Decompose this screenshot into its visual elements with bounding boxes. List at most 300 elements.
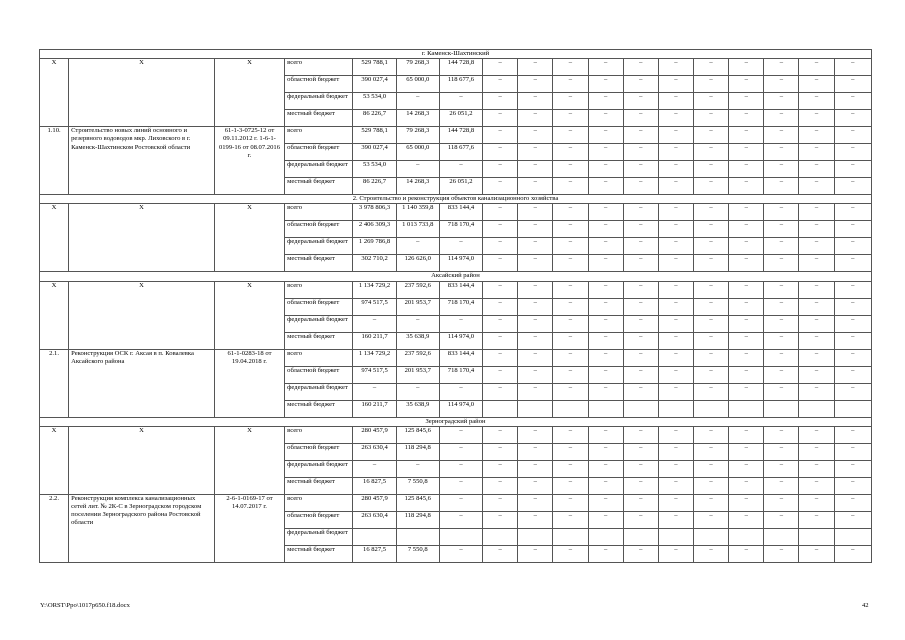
value-cell: –	[764, 204, 799, 221]
value-cell: –	[834, 298, 871, 315]
funding-source: всего	[285, 426, 353, 443]
value-cell: –	[588, 144, 623, 161]
page-number: 42	[862, 602, 869, 609]
value-cell: –	[799, 366, 834, 383]
value-cell: –	[834, 59, 871, 76]
funding-source: федеральный бюджет	[285, 528, 353, 545]
value-year-2: –	[439, 460, 482, 477]
value-cell: –	[553, 144, 588, 161]
value-cell: –	[518, 315, 553, 332]
value-cell: –	[588, 426, 623, 443]
value-cell: –	[694, 477, 729, 494]
value-cell: –	[764, 477, 799, 494]
value-cell: –	[694, 110, 729, 127]
value-total: 263 630,4	[353, 511, 396, 528]
value-cell: –	[623, 178, 658, 195]
value-cell: –	[518, 332, 553, 349]
value-cell: –	[588, 349, 623, 366]
value-cell: –	[729, 315, 764, 332]
value-cell: –	[483, 383, 518, 400]
value-cell: –	[658, 204, 693, 221]
value-cell: –	[729, 494, 764, 511]
value-cell: –	[553, 426, 588, 443]
value-cell: –	[518, 204, 553, 221]
table-row	[40, 281, 872, 298]
value-cell: –	[834, 332, 871, 349]
value-cell: –	[553, 298, 588, 315]
value-year-1: 125 845,6	[396, 494, 439, 511]
value-cell: –	[694, 383, 729, 400]
funding-source: местный бюджет	[285, 332, 353, 349]
value-cell: –	[518, 443, 553, 460]
value-cell: –	[553, 315, 588, 332]
table-row	[40, 127, 872, 144]
item-document: Х	[214, 426, 284, 494]
value-year-2: 718 170,4	[439, 366, 482, 383]
value-total	[353, 528, 396, 545]
value-cell: –	[799, 144, 834, 161]
value-cell: –	[553, 93, 588, 110]
value-cell	[764, 400, 799, 417]
value-cell: –	[553, 127, 588, 144]
section-header-row	[40, 50, 872, 59]
item-document: 2-6-1-0169-17 от 14.07.2017 г.	[214, 494, 284, 562]
value-year-1: –	[396, 93, 439, 110]
value-cell: –	[834, 110, 871, 127]
item-document: Х	[214, 204, 284, 272]
value-cell: –	[694, 315, 729, 332]
value-cell: –	[764, 494, 799, 511]
value-cell: –	[588, 59, 623, 76]
item-document: Х	[214, 59, 284, 127]
funding-source: местный бюджет	[285, 255, 353, 272]
value-cell: –	[799, 426, 834, 443]
value-year-2: 833 144,4	[439, 349, 482, 366]
value-cell: –	[483, 255, 518, 272]
value-cell: –	[588, 281, 623, 298]
value-year-1: 118 294,8	[396, 511, 439, 528]
value-total: 529 788,1	[353, 127, 396, 144]
value-cell: –	[729, 349, 764, 366]
value-year-1: 1 140 359,8	[396, 204, 439, 221]
value-cell	[834, 400, 871, 417]
value-cell: –	[623, 238, 658, 255]
value-cell: –	[518, 383, 553, 400]
value-cell: –	[729, 460, 764, 477]
value-cell: –	[834, 281, 871, 298]
value-cell: –	[799, 255, 834, 272]
value-cell: –	[799, 443, 834, 460]
value-cell: –	[623, 460, 658, 477]
section-header-row	[40, 195, 872, 204]
value-cell: –	[694, 238, 729, 255]
value-cell: –	[623, 315, 658, 332]
value-cell: –	[588, 383, 623, 400]
value-total: 1 134 729,2	[353, 281, 396, 298]
item-name: Строительство новых линий основного и резервного водоводов мкр. Лиховского в г. Каменск-Шахтинском Ростовской области	[69, 127, 215, 195]
value-cell: –	[553, 545, 588, 562]
funding-source: местный бюджет	[285, 400, 353, 417]
value-cell: –	[658, 332, 693, 349]
value-cell: –	[483, 238, 518, 255]
value-cell: –	[764, 349, 799, 366]
value-cell: –	[623, 59, 658, 76]
value-year-1: 79 268,3	[396, 59, 439, 76]
value-cell: –	[799, 238, 834, 255]
value-cell: –	[483, 477, 518, 494]
value-cell: –	[518, 127, 553, 144]
table-row	[40, 59, 872, 76]
funding-source: федеральный бюджет	[285, 460, 353, 477]
value-cell: –	[764, 110, 799, 127]
value-year-1: 35 638,9	[396, 400, 439, 417]
table-row	[40, 494, 872, 511]
value-cell: –	[799, 178, 834, 195]
value-year-1: –	[396, 383, 439, 400]
value-year-2: 144 728,8	[439, 127, 482, 144]
value-cell: –	[553, 511, 588, 528]
table-row	[40, 426, 872, 443]
value-cell: –	[518, 93, 553, 110]
value-cell: –	[518, 161, 553, 178]
value-cell: –	[764, 144, 799, 161]
value-cell: –	[658, 349, 693, 366]
value-cell: –	[729, 127, 764, 144]
value-cell: –	[518, 298, 553, 315]
value-cell: –	[658, 161, 693, 178]
value-cell: –	[553, 477, 588, 494]
value-cell: –	[588, 545, 623, 562]
value-cell: –	[518, 426, 553, 443]
value-cell: –	[764, 238, 799, 255]
value-year-1: 237 592,6	[396, 349, 439, 366]
value-cell: –	[729, 545, 764, 562]
value-year-2: –	[439, 161, 482, 178]
value-cell: –	[518, 110, 553, 127]
funding-source: всего	[285, 59, 353, 76]
value-cell: –	[764, 59, 799, 76]
value-cell: –	[799, 349, 834, 366]
value-cell: –	[729, 59, 764, 76]
value-cell: –	[729, 76, 764, 93]
value-year-2: –	[439, 494, 482, 511]
value-year-2: 114 974,0	[439, 332, 482, 349]
budget-table	[39, 49, 872, 563]
value-cell: –	[764, 460, 799, 477]
item-number: Х	[40, 59, 69, 127]
funding-source: всего	[285, 494, 353, 511]
value-cell: –	[694, 204, 729, 221]
value-cell: –	[623, 366, 658, 383]
value-year-1: 14 268,3	[396, 110, 439, 127]
value-cell: –	[834, 204, 871, 221]
value-cell: –	[553, 76, 588, 93]
value-cell	[729, 528, 764, 545]
value-total: 280 457,9	[353, 426, 396, 443]
value-cell: –	[729, 477, 764, 494]
value-cell: –	[518, 366, 553, 383]
value-cell: –	[553, 178, 588, 195]
value-cell: –	[694, 460, 729, 477]
value-total: 160 211,7	[353, 332, 396, 349]
value-cell: –	[553, 460, 588, 477]
value-cell: –	[518, 255, 553, 272]
value-year-1	[396, 528, 439, 545]
value-year-2: –	[439, 315, 482, 332]
value-cell: –	[764, 93, 799, 110]
value-cell: –	[623, 221, 658, 238]
value-total: 390 027,4	[353, 144, 396, 161]
value-cell: –	[658, 110, 693, 127]
value-cell: –	[658, 298, 693, 315]
value-cell	[623, 528, 658, 545]
value-cell: –	[483, 349, 518, 366]
value-cell: –	[588, 178, 623, 195]
value-cell: –	[483, 59, 518, 76]
value-year-2: –	[439, 426, 482, 443]
value-cell: –	[834, 144, 871, 161]
value-cell: –	[588, 76, 623, 93]
value-cell: –	[518, 144, 553, 161]
funding-source: областной бюджет	[285, 511, 353, 528]
value-cell: –	[834, 366, 871, 383]
funding-source: всего	[285, 204, 353, 221]
value-cell: –	[729, 255, 764, 272]
item-name: Х	[69, 59, 215, 127]
value-cell: –	[799, 204, 834, 221]
value-cell: –	[799, 545, 834, 562]
funding-source: федеральный бюджет	[285, 238, 353, 255]
section-title: г. Каменск-Шахтинский	[40, 50, 872, 59]
value-cell: –	[553, 494, 588, 511]
value-cell: –	[729, 221, 764, 238]
value-cell: –	[623, 204, 658, 221]
value-cell: –	[799, 511, 834, 528]
value-cell: –	[799, 477, 834, 494]
value-cell: –	[729, 383, 764, 400]
value-total: 529 788,1	[353, 59, 396, 76]
item-number: Х	[40, 426, 69, 494]
item-number: Х	[40, 281, 69, 349]
item-number: 2.1.	[40, 349, 69, 417]
value-cell: –	[658, 178, 693, 195]
value-cell: –	[799, 93, 834, 110]
value-total: 53 534,0	[353, 161, 396, 178]
value-cell: –	[483, 281, 518, 298]
value-year-2: –	[439, 238, 482, 255]
value-cell: –	[764, 221, 799, 238]
value-year-2: 118 677,6	[439, 144, 482, 161]
value-cell: –	[694, 511, 729, 528]
value-cell	[658, 528, 693, 545]
value-cell: –	[764, 127, 799, 144]
value-cell: –	[518, 349, 553, 366]
value-cell: –	[483, 460, 518, 477]
funding-source: федеральный бюджет	[285, 383, 353, 400]
value-cell: –	[623, 494, 658, 511]
value-total: 390 027,4	[353, 76, 396, 93]
funding-source: областной бюджет	[285, 144, 353, 161]
value-cell: –	[483, 511, 518, 528]
value-cell: –	[694, 281, 729, 298]
value-cell: –	[518, 76, 553, 93]
value-cell: –	[483, 366, 518, 383]
value-year-1: –	[396, 460, 439, 477]
value-cell: –	[799, 76, 834, 93]
value-cell: –	[729, 281, 764, 298]
value-year-2: 144 728,8	[439, 59, 482, 76]
value-cell: –	[694, 255, 729, 272]
value-cell: –	[588, 494, 623, 511]
value-cell: –	[658, 127, 693, 144]
item-name: Реконструкция комплекса канализационных сетей лит. № 2К-С в Зерноградском городском поселении Зерноградского района Ростовской области	[69, 494, 215, 562]
value-cell: –	[834, 383, 871, 400]
value-cell: –	[588, 332, 623, 349]
value-cell: –	[799, 383, 834, 400]
value-cell: –	[588, 127, 623, 144]
value-cell: –	[729, 298, 764, 315]
value-cell: –	[658, 545, 693, 562]
value-cell: –	[518, 477, 553, 494]
item-name: Реконструкция ОСК г. Аксая в п. Ковалевка Аксайского района	[69, 349, 215, 417]
value-cell: –	[834, 494, 871, 511]
value-cell	[483, 528, 518, 545]
value-total: 974 517,5	[353, 298, 396, 315]
section-header-row	[40, 417, 872, 426]
value-cell: –	[553, 204, 588, 221]
value-cell: –	[694, 443, 729, 460]
value-cell: –	[588, 366, 623, 383]
value-cell: –	[588, 204, 623, 221]
funding-source: всего	[285, 281, 353, 298]
value-cell: –	[658, 76, 693, 93]
value-cell: –	[518, 511, 553, 528]
value-total: 16 827,5	[353, 477, 396, 494]
value-cell: –	[764, 161, 799, 178]
value-year-1: 126 626,0	[396, 255, 439, 272]
value-cell: –	[694, 144, 729, 161]
value-cell	[623, 400, 658, 417]
value-year-2: –	[439, 443, 482, 460]
value-cell: –	[623, 298, 658, 315]
value-cell: –	[553, 59, 588, 76]
value-cell	[799, 400, 834, 417]
value-cell: –	[623, 349, 658, 366]
value-cell: –	[483, 93, 518, 110]
item-name: Х	[69, 281, 215, 349]
value-total: 16 827,5	[353, 545, 396, 562]
value-cell: –	[694, 332, 729, 349]
value-cell: –	[553, 349, 588, 366]
value-cell: –	[729, 161, 764, 178]
value-cell: –	[729, 238, 764, 255]
value-year-1: –	[396, 315, 439, 332]
value-cell	[553, 400, 588, 417]
value-year-1: 79 268,3	[396, 127, 439, 144]
value-cell: –	[483, 332, 518, 349]
value-cell: –	[483, 221, 518, 238]
value-cell: –	[764, 298, 799, 315]
funding-source: местный бюджет	[285, 477, 353, 494]
value-cell: –	[799, 298, 834, 315]
funding-source: местный бюджет	[285, 110, 353, 127]
value-cell: –	[764, 511, 799, 528]
value-cell: –	[553, 281, 588, 298]
funding-source: областной бюджет	[285, 221, 353, 238]
value-cell: –	[694, 366, 729, 383]
value-cell: –	[799, 161, 834, 178]
value-cell	[694, 400, 729, 417]
value-cell: –	[588, 93, 623, 110]
value-cell: –	[553, 383, 588, 400]
value-year-1: –	[396, 238, 439, 255]
funding-source: всего	[285, 349, 353, 366]
value-total: –	[353, 383, 396, 400]
value-total: 86 226,7	[353, 110, 396, 127]
value-cell: –	[729, 443, 764, 460]
value-cell: –	[518, 545, 553, 562]
value-cell: –	[764, 281, 799, 298]
value-cell: –	[834, 238, 871, 255]
value-cell: –	[518, 281, 553, 298]
value-year-2	[439, 528, 482, 545]
value-cell: –	[553, 238, 588, 255]
value-cell: –	[483, 315, 518, 332]
value-cell: –	[834, 255, 871, 272]
value-year-1: 65 000,0	[396, 76, 439, 93]
section-header-row	[40, 272, 872, 281]
footer-file-path: Y:\ORST\Ppo\1017p650.f18.docx	[40, 602, 130, 609]
value-cell: –	[483, 144, 518, 161]
value-cell: –	[588, 255, 623, 272]
value-cell: –	[483, 161, 518, 178]
value-total: 2 406 309,3	[353, 221, 396, 238]
value-total: –	[353, 315, 396, 332]
value-year-2: 718 170,4	[439, 298, 482, 315]
value-cell: –	[729, 93, 764, 110]
value-cell: –	[658, 426, 693, 443]
item-name: Х	[69, 204, 215, 272]
value-cell: –	[518, 494, 553, 511]
value-year-2: 26 051,2	[439, 178, 482, 195]
value-cell: –	[764, 178, 799, 195]
value-cell: –	[623, 255, 658, 272]
value-cell: –	[658, 383, 693, 400]
value-cell: –	[799, 332, 834, 349]
value-cell	[518, 400, 553, 417]
value-cell: –	[483, 178, 518, 195]
value-cell: –	[799, 110, 834, 127]
value-total: 53 534,0	[353, 93, 396, 110]
item-document: 61-1-0283-18 от 19.04.2018 г.	[214, 349, 284, 417]
funding-source: областной бюджет	[285, 443, 353, 460]
value-cell: –	[518, 238, 553, 255]
value-year-1: 118 294,8	[396, 443, 439, 460]
value-cell: –	[483, 110, 518, 127]
value-cell: –	[764, 366, 799, 383]
value-cell: –	[834, 315, 871, 332]
value-total: 263 630,4	[353, 443, 396, 460]
value-cell: –	[553, 443, 588, 460]
item-number: Х	[40, 204, 69, 272]
value-cell: –	[518, 221, 553, 238]
value-cell: –	[658, 366, 693, 383]
value-cell: –	[588, 110, 623, 127]
value-cell: –	[834, 161, 871, 178]
value-cell: –	[553, 110, 588, 127]
value-cell	[658, 400, 693, 417]
item-document: 61-1-3-0725-12 от 09.11.2012 г. 1-6-1-0199-16 от 08.07.2016 г.	[214, 127, 284, 195]
